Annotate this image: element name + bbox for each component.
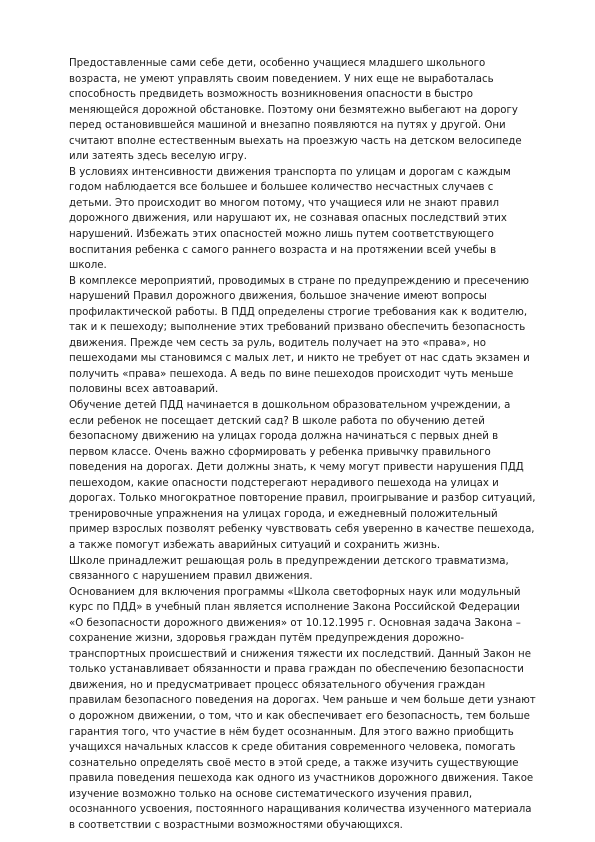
- paragraph-prevention-measures: В комплексе мероприятий, проводимых в стране по предупреждению и пресечению нарушений Правил дорожного движения, большое значение имеют вопросы профилактической работы. В ПДД определены строгие требования как к водителю, так и к пешеходу; выполнение этих требований призвано обеспечить безопасность движения. Прежде чем сесть за руль, водитель получает на это «права», но пешеходами мы становимся с малых лет, и никто не требует от нас сдать экзамен и получить «права» пешехода. А ведь по вине пешеходов происходит чуть меньше половины всех автоаварий.: [69, 275, 530, 396]
- paragraph-children-behavior: Предоставленные сами себе дети, особенно учащиеся младшего школьного возраста, не умеют управлять своим поведением. У них еще не выработалась способность предвидеть возможность возникновения опасности в быстро меняющейся дорожной обстановке. Поэтому они безмятежно выбегают на дорогу перед остановившейся машиной и внезапно появляются на путях у другой. Они считают вполне естественным выехать на проезжую часть на детском велосипеде или затеять здесь веселую игру.: [69, 58, 522, 163]
- paragraph-teaching-children: Обучение детей ПДД начинается в дошкольном образовательном учреждении, а если ребенок не посещает детский сад? В школе работа по обучению детей безопасному движению на улицах города должна начинаться с первых дней в первом классе. Очень важно сформировать у ребенка привычку правильного поведения на дорогах. Дети должны знать, к чему могут привести нарушения ПДД пешеходом, какие опасности подстерегают нерадивого пешехода на улицах и дорогах. Только многократное повторение правил, проигрывание и разбор ситуаций, тренировочные упражнения на улицах города, и ежедневный положительный пример взрослых позволят ребенку чувствовать себя уверенно в качестве пешехода, а также помогут избежать аварийных ситуаций и сохранить жизнь.: [69, 400, 536, 551]
- paragraph-school-role: Школе принадлежит решающая роль в предупреждении детского травматизма, связанного с нарушением правил движения.: [69, 555, 509, 583]
- paragraph-program-basis: Основанием для включения программы «Школа светофорных наук или модульный курс по ПДД» в учебный план является исполнение Закона Российской Федерации «О безопасности дорожного движения» от 10.12.1995 г. Основная задача Закона – сохранение жизни, здоровья граждан путём предупреждения дорожно-транспортных происшествий и снижения тяжести их последствий. Данный Закон не только устанавливает обязанности и права граждан по обеспечению безопасности движения, но и предусматривает процесс обязательного обучения граждан правилам безопасного поведения на дорогах. Чем раньше и чем больше дети узнают о дорожном движении, о том, что и как обеспечивает его безопасность, тем больше гарантия того, что участие в нём будет осознанным. Для этого важно приобщить учащихся начальных классов к среде обитания современного человека, помогать сознательно определять своё место в этой среде, а также изучить существующие правила поведения пешехода как одного из участников дорожного движения. Такое изучение возможно только на основе систематического изучения правил, осознанного усвоения, постоянного наращивания количества изученного материала в соответствии с возрастными возможностями обучающихся.: [69, 586, 536, 831]
- document-body: [69, 56, 537, 833]
- paragraph-traffic-accidents: В условиях интенсивности движения транспорта по улицам и дорогам с каждым годом наблюдается все большее и большее количество несчастных случаев с детьми. Это происходит во многом потому, что учащиеся или не знают правил дорожного движения, или нарушают их, не сознавая опасных последствий этих нарушений. Избежать этих опасностей можно лишь путем соответствующего воспитания ребенка с самого раннего возраста и на протяжении всей учебы в школе.: [69, 166, 511, 272]
